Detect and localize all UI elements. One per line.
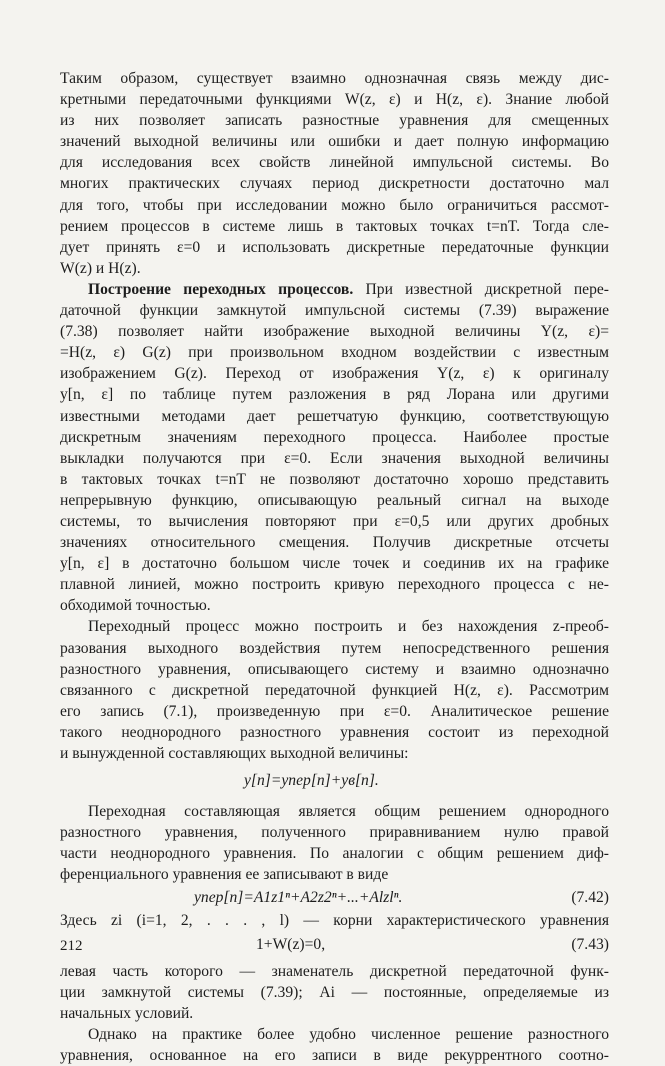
text-line: =H(z, ε) G(z) при произвольном входном воздействии с известным xyxy=(60,344,609,362)
text-line: y[n, ε] по таблице путем разложения в ряд Лорана или другими xyxy=(60,386,609,404)
section-heading: Построение переходных процессов. xyxy=(88,280,354,298)
page-text xyxy=(60,68,609,1066)
text-line: разностного уравнения, описывающего систему и взаимно однозначно xyxy=(60,660,609,678)
text-line: уравнения, основанное на его записи в виде рекуррентного соотно- xyxy=(60,1046,609,1064)
text-line: левая часть которого — знаменатель дискретной передаточной функ- xyxy=(60,962,609,980)
paragraph-4 xyxy=(60,801,609,885)
equation-formula: 1+W(z)=0, xyxy=(256,935,326,953)
equation-7-43 xyxy=(60,932,609,957)
text-line: y[n, ε] в достаточно большом числе точек и соединив их на графике xyxy=(60,555,609,573)
paragraph-1 xyxy=(60,68,609,279)
text-line: (7.38) позволяет найти изображение выходной величины Y(z, ε)= xyxy=(60,323,609,341)
text-line: кретными передаточными функциями W(z, ε) и H(z, ε). Знание любой xyxy=(60,91,609,109)
equation-number: (7.42) xyxy=(571,889,609,907)
text-line: значений выходной величины или ошибки и дает полную информацию xyxy=(60,133,609,151)
text-line: непрерывную функцию, описывающую реальный сигнал на выходе xyxy=(60,491,609,509)
text-line: связанного с дискретной передаточной функцией H(z, ε). Рассмотрим xyxy=(60,681,609,699)
paragraph-5 xyxy=(60,910,609,931)
equation-formula: yпер[n]=A1z1ⁿ+A2z2ⁿ+...+Alzlⁿ. xyxy=(194,889,403,907)
text-line: Здесь zi (i=1, 2, . . . , l) — корни характеристического уравнения xyxy=(60,912,609,930)
equation-formula: y[n]=yпер[n]+yв[n]. xyxy=(244,772,379,790)
text-line: дискретным значениям переходного процесса. Наиболее простые xyxy=(60,428,609,446)
text-line: части неоднородного уравнения. По аналогии с общим решением диф- xyxy=(60,845,609,863)
text-line: многих практических случаях период дискретности достаточно мал xyxy=(60,175,609,193)
text-line: обходимой точностью. xyxy=(60,597,211,615)
text-line: системы, то вычисления повторяют при ε=0,5 или других дробных xyxy=(60,512,609,530)
text-line: в тактовых точках t=nT не позволяют достаточно хорошо представить xyxy=(60,470,609,488)
text-line: рением процессов в системе лишь в тактовых точках t=nT. Тогда сле- xyxy=(60,217,609,235)
text-line: W(z) и H(z). xyxy=(60,259,141,277)
text-line: разования выходного воздействия путем непосредственного решения xyxy=(60,639,609,657)
text-line: даточной функции замкнутой импульсной системы (7.39) выражение xyxy=(60,302,609,320)
text-line: выкладки получаются при ε=0. Если значения выходной величины xyxy=(60,449,609,467)
equation-number: (7.43) xyxy=(571,935,609,953)
text-line: ции замкнутой системы (7.39); Ai — постоянные, определяемые из xyxy=(60,983,609,1001)
paragraph-2 xyxy=(60,279,609,617)
text-line: известными методами дает решетчатую функцию, соответствующую xyxy=(60,407,609,425)
text-line: изображением G(z). Переход от изображения Y(z, ε) к оригиналу xyxy=(60,365,609,383)
text-fragment: При известной дискретной пере- xyxy=(353,280,610,298)
text-line: и вынужденной составляющих выходной величины: xyxy=(60,745,409,762)
text-line: Однако на практике более удобно численное решение разностного xyxy=(88,1025,609,1043)
text-line: из них позволяет записать разностные уравнения для смещенных xyxy=(60,112,609,130)
text-line: ференциального уравнения ее записывают в виде xyxy=(60,866,389,884)
text-line: Переходный процесс можно построить и без нахождения z-преоб- xyxy=(88,618,609,636)
paragraph-6 xyxy=(60,1024,609,1066)
text-line: такого неоднородного разностного уравнения состоит из переходной xyxy=(60,723,609,741)
equation-7-42 xyxy=(60,885,609,910)
text-line xyxy=(60,279,609,300)
text-line: Таким образом, существует взаимно однозначная связь между дис- xyxy=(60,70,609,87)
equation-output xyxy=(60,768,609,793)
page-number: 212 xyxy=(60,938,83,954)
text-line: начальных условий. xyxy=(60,1004,194,1022)
paragraph-3 xyxy=(60,616,609,764)
paragraph-5-continued xyxy=(60,961,609,1024)
text-line: Переходная составляющая является общим решением однородного xyxy=(88,803,609,821)
text-line: плавной линией, можно построить кривую переходного процесса с не- xyxy=(60,576,609,594)
text-line: для того, чтобы при исследовании можно было ограничиться рассмот- xyxy=(60,196,609,214)
text-line: разностного уравнения, полученного приравниванием нулю правой xyxy=(60,824,609,842)
text-line: для исследования всех свойств линейной импульсной системы. Во xyxy=(60,154,609,172)
text-line: дует принять ε=0 и использовать дискретные передаточные функции xyxy=(60,238,609,256)
text-line: значениях относительного смещения. Получив дискретные отсчеты xyxy=(60,534,609,552)
text-line: его запись (7.1), произведенную при ε=0. Аналитическое решение xyxy=(60,702,609,720)
